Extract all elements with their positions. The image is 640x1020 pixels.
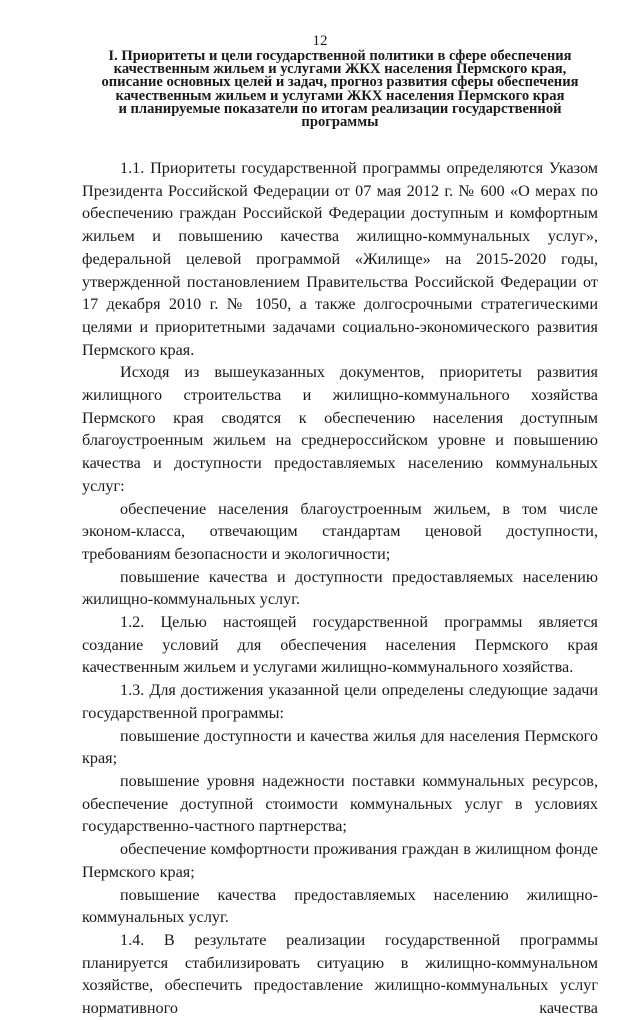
heading-line: качественным жильем и услугами ЖКХ населения Пермского края, (113, 61, 567, 78)
paragraph-priorities: Исходя из вышеуказанных документов, приоритеты развития жилищного строительства и жилищно-коммунального хозяйства Пермского края сводятся к обеспечению населения доступным благоустроенным жильем на среднероссийском уровне и повышению качества и доступности предоставляемых населению коммунальных услуг: (82, 363, 598, 495)
section-heading (80, 50, 600, 129)
list-item: повышение уровня надежности поставки коммунальных ресурсов, обеспечение доступной стоимости коммунальных услуг в условиях государственно-частного партнерства; (82, 771, 598, 836)
paragraph-1-2: 1.2. Целью настоящей государственной программы является создание условий для обеспечения населения Пермского края качественным жильем и услугами жилищно-коммунального хозяйства. (82, 613, 598, 677)
heading-line: описание основных целей и задач, прогноз развития сферы обеспечения (101, 74, 579, 91)
list-item: повышение доступности и качества жилья для населения Пермского края; (82, 726, 598, 768)
document-body (82, 157, 598, 1020)
heading-line: программы (301, 114, 379, 131)
heading-line: качественным жильем и услугами ЖКХ населения Пермского края (115, 87, 565, 104)
list-item: повышение качества и доступности предоставляемых населению жилищно-коммунальных услуг. (82, 567, 598, 609)
page-number: 12 (312, 33, 328, 49)
list-item: повышение качества предоставляемых населению жилищно-коммунальных услуг. (82, 885, 598, 927)
heading-line: и планируемые показатели по итогам реализации государственной (118, 100, 562, 117)
heading-line: I. Приоритеты и цели государственной политики в сфере обеспечения (108, 48, 572, 64)
list-item: обеспечение населения благоустроенным жильем, в том числе эконом-класса, отвечающим стандартам ценовой доступности, требованиям безопасности и экологичности; (82, 499, 598, 563)
list-item: обеспечение комфортности проживания граждан в жилищном фонде Пермского края; (82, 840, 598, 881)
paragraph-1-4: 1.4. В результате реализации государственной программы планируется стабилизировать ситуацию в жилищно-коммунальном хозяйстве, обеспечить предоставление жилищно-коммунальных услуг нормативного качества (82, 930, 598, 1018)
paragraph-1-3: 1.3. Для достижения указанной цели определены следующие задачи государственной программы: (82, 681, 598, 722)
paragraph-1-1: 1.1. Приоритеты государственной программы определяются Указом Президента Российской Федерации от 07 мая 2012 г. № 600 «О мерах по обеспечению граждан Российской Федерации доступным и комфортным жильем и повышению качества жилищно-коммунальных услуг», федеральной целевой программой «Жилище» на 2015-2020 годы, утвержденной постановлением Правительства Российской Федерации от 17 декабря 2010 г. № 1050, а также долгосрочными стратегическими целями и приоритетными задачами социально-экономического развития Пермского края. (82, 159, 598, 359)
